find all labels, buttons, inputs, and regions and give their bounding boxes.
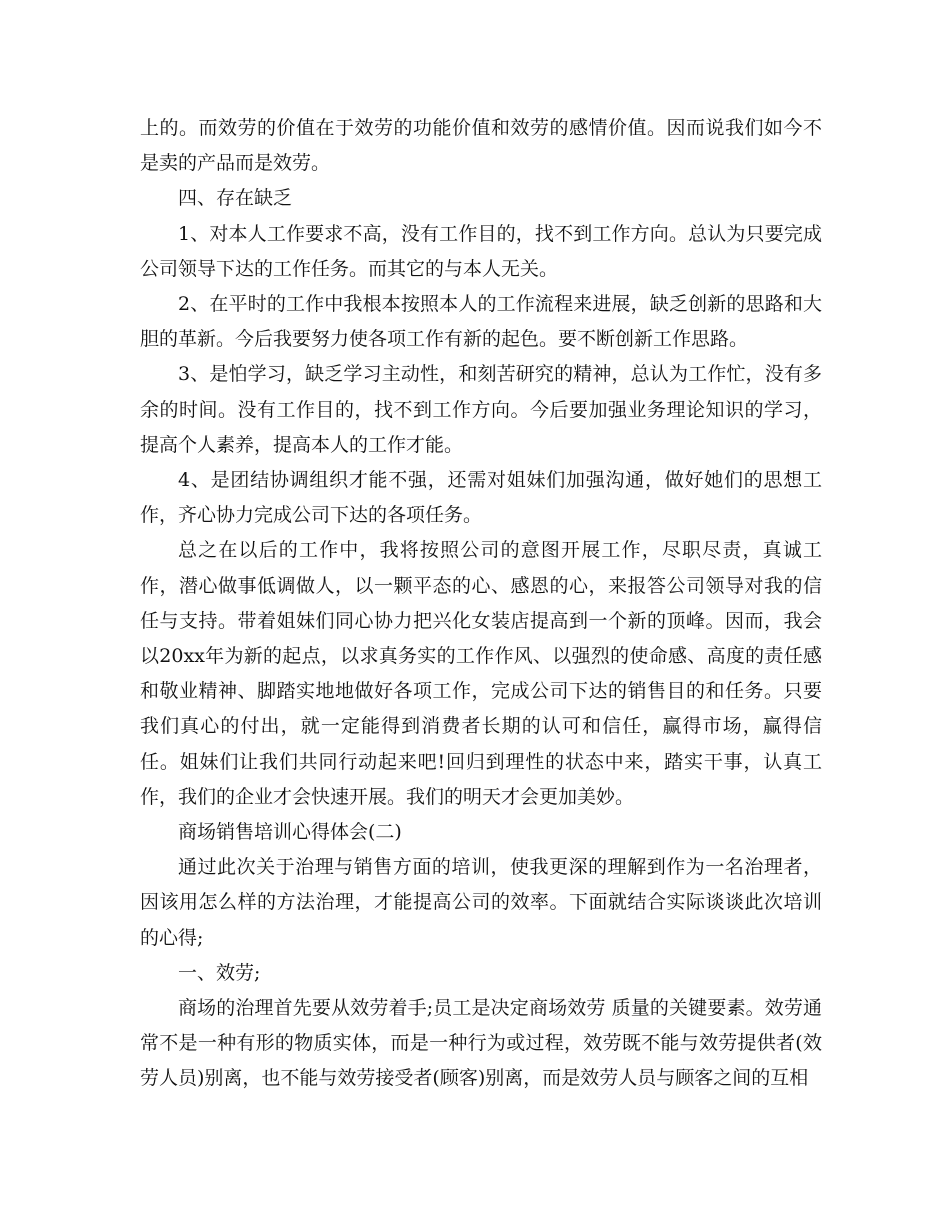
paragraph-item-4: 4、是团结协调组织才能不强，还需对姐妹们加强沟通，做好她们的思想工作，齐心协力完成公司下达的各项任务。 bbox=[140, 469, 822, 527]
paragraph-continuation: 上的。而效劳的价值在于效劳的功能价值和效劳的感情价值。因而说我们如今不是卖的产品而是效劳。 bbox=[140, 117, 822, 175]
paragraph-item-2: 2、在平时的工作中我根本按照本人的工作流程来进展，缺乏创新的思路和大胆的革新。今后我要努力使各项工作有新的起色。要不断创新工作思路。 bbox=[140, 293, 822, 351]
paragraph-item-3: 3、是怕学习，缺乏学习主动性，和刻苦研究的精神，总认为工作忙，没有多余的时间。没有工作目的，找不到工作方向。今后要加强业务理论知识的学习，提高个人素养，提高本人的工作才能。 bbox=[140, 363, 822, 456]
paragraph-item-1: 1、对本人工作要求不高，没有工作目的，找不到工作方向。总认为只要完成公司领导下达的工作任务。而其它的与本人无关。 bbox=[140, 222, 822, 280]
paragraph-service: 商场的治理首先要从效劳着手;员工是决定商场效劳 质量的关键要素。效劳通常不是一种有形的物质实体，而是一种行为或过程，效劳既不能与效劳提供者(效劳人员)别离，也不能与效劳接受者(顾客)别离，而是效劳人员与顾客之间的互相 bbox=[140, 997, 822, 1090]
section-heading-service: 一、效劳; bbox=[178, 961, 261, 984]
paragraph-conclusion: 总之在以后的工作中，我将按照公司的意图开展工作，尽职尽责，真诚工作，潜心做事低调做人，以一颗平态的心、感恩的心，来报答公司领导对我的信任与支持。带着姐妹们同心协力把兴化女装店提高到一个新的顶峰。因而，我会以20xx年为新的起点，以求真务实的工作作风、以强烈的使命感、高度的责任感和敬业精神、脚踏实地地做好各项工作，完成公司下达的销售目的和任务。只要我们真心的付出，就一定能得到消费者长期的认可和信任，赢得市场，赢得信任。姐妹们让我们共同行动起来吧!回归到理性的状态中来，踏实干事，认真工作，我们的企业才会快速开展。我们的明天才会更加美妙。 bbox=[140, 539, 822, 808]
document-body bbox=[140, 111, 822, 1097]
section-title-part-two: 商场销售培训心得体会(二) bbox=[178, 821, 402, 844]
paragraph-intro: 通过此次关于治理与销售方面的培训，使我更深的理解到作为一名治理者，因该用怎么样的方法治理，才能提高公司的效率。下面就结合实际谈谈此次培训的心得; bbox=[140, 856, 822, 949]
section-heading-shortcomings: 四、存在缺乏 bbox=[178, 187, 293, 210]
